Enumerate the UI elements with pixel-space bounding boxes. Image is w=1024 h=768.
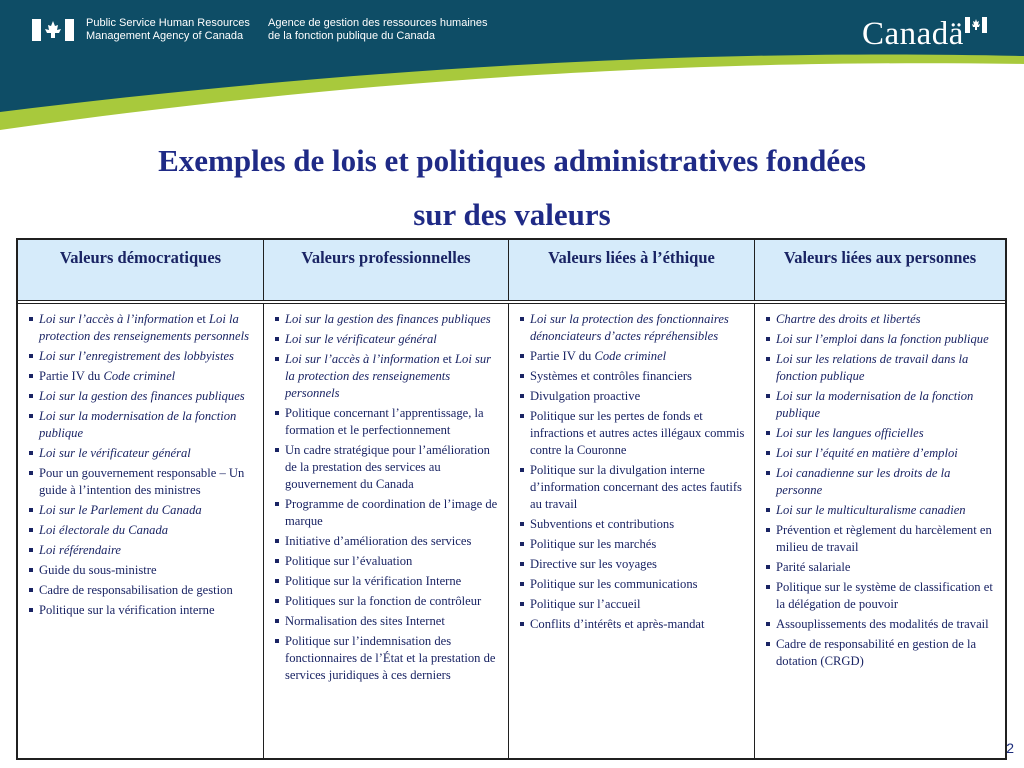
list-professional-values (274, 311, 502, 684)
department-name-french: Agence de gestion des ressources humaines de la fonction publique du Canada (268, 17, 488, 42)
slide-number: 2 (1006, 740, 1014, 756)
values-table (16, 238, 1007, 760)
wordmark-flag-icon (965, 17, 987, 33)
list-item: Loi sur l’accès à l’information et Loi sur la protection des renseignements personnels (274, 351, 502, 402)
list-people-values (765, 311, 999, 670)
list-item: Politiques sur la fonction de contrôleur (274, 593, 502, 610)
list-item: Loi sur le vérificateur général (274, 331, 502, 348)
list-item: Loi sur l’équité en matière d’emploi (765, 445, 999, 462)
list-item: Initiative d’amélioration des services (274, 533, 502, 550)
title-line-2: sur des valeurs (413, 197, 611, 232)
list-item: Chartre des droits et libertés (765, 311, 999, 328)
department-name-english: Public Service Human Resources Management Agency of Canada (86, 17, 250, 42)
list-item: Politique sur la vérification interne (28, 602, 257, 619)
table-body-row (18, 303, 1005, 758)
canada-flag-icon (32, 19, 74, 41)
list-item: Normalisation des sites Internet (274, 613, 502, 630)
title-line-1: Exemples de lois et politiques administratives fondées (158, 143, 866, 178)
header-democratic-values: Valeurs démocratiques (18, 240, 264, 300)
list-item: Loi sur le vérificateur général (28, 445, 257, 462)
header-people-values: Valeurs liées aux personnes (783, 248, 977, 267)
list-item: Politique sur l’évaluation (274, 553, 502, 570)
list-item: Politique concernant l’apprentissage, la formation et le perfectionnement (274, 405, 502, 439)
list-item: Loi sur la modernisation de la fonction publique (765, 388, 999, 422)
list-item: Guide du sous-ministre (28, 562, 257, 579)
column-ethical-values (509, 304, 755, 758)
header-professional-values: Valeurs professionnelles (264, 240, 509, 300)
page-title (0, 134, 1024, 242)
list-item: Loi sur le multiculturalisme canadien (765, 502, 999, 519)
list-item: Loi sur la modernisation de la fonction publique (28, 408, 257, 442)
list-item: Partie IV du Code criminel (519, 348, 748, 365)
list-item: Partie IV du Code criminel (28, 368, 257, 385)
list-item: Programme de coordination de l’image de marque (274, 496, 502, 530)
list-item: Politique sur les pertes de fonds et infractions et autres actes illégaux commis contre la Couronne (519, 408, 748, 459)
column-people-values (755, 304, 1005, 758)
list-item: Loi canadienne sur les droits de la personne (765, 465, 999, 499)
list-item: Politique sur les communications (519, 576, 748, 593)
list-item: Politique sur les marchés (519, 536, 748, 553)
list-democratic-values (28, 311, 257, 619)
list-item: Cadre de responsabilisation de gestion (28, 582, 257, 599)
table-header-row (18, 240, 1005, 301)
list-item: Directive sur les voyages (519, 556, 748, 573)
list-item: Loi électorale du Canada (28, 522, 257, 539)
list-item: Parité salariale (765, 559, 999, 576)
list-item: Loi sur la protection des fonctionnaires dénonciateurs d’actes répréhensibles (519, 311, 748, 345)
list-item: Prévention et règlement du harcèlement en milieu de travail (765, 522, 999, 556)
list-item: Systèmes et contrôles financiers (519, 368, 748, 385)
list-item: Loi sur l’accès à l’information et Loi la protection des renseignements personnels (28, 311, 257, 345)
list-item: Divulgation proactive (519, 388, 748, 405)
list-item: Politique sur l’accueil (519, 596, 748, 613)
list-ethical-values (519, 311, 748, 633)
list-item: Politique sur la divulgation interne d’information concernant des actes fautifs au travail (519, 462, 748, 513)
list-item: Politique sur le système de classification et la délégation de pouvoir (765, 579, 999, 613)
header-ethical-values: Valeurs liées à l’éthique (509, 240, 755, 300)
list-item: Loi sur le Parlement du Canada (28, 502, 257, 519)
list-item: Cadre de responsabilité en gestion de la dotation (CRGD) (765, 636, 999, 670)
list-item: Conflits d’intérêts et après-mandat (519, 616, 748, 633)
list-item: Subventions et contributions (519, 516, 748, 533)
list-item: Loi référendaire (28, 542, 257, 559)
list-item: Loi sur les langues officielles (765, 425, 999, 442)
list-item: Politique sur la vérification Interne (274, 573, 502, 590)
column-professional-values (264, 304, 509, 758)
list-item: Assouplissements des modalités de travail (765, 616, 999, 633)
list-item: Pour un gouvernement responsable – Un guide à l’intention des ministres (28, 465, 257, 499)
list-item: Loi sur l’emploi dans la fonction publique (765, 331, 999, 348)
list-item: Un cadre stratégique pour l’amélioration de la prestation des services au gouvernement du Canada (274, 442, 502, 493)
list-item: Politique sur l’indemnisation des fonctionnaires de l’État et la prestation de services juridiques à ces derniers (274, 633, 502, 684)
list-item: Loi sur la gestion des finances publiques (28, 388, 257, 405)
column-democratic-values (18, 304, 264, 758)
list-item: Loi sur l’enregistrement des lobbyistes (28, 348, 257, 365)
canada-wordmark: Canadä (862, 14, 964, 54)
list-item: Loi sur la gestion des finances publiques (274, 311, 502, 328)
list-item: Loi sur les relations de travail dans la fonction publique (765, 351, 999, 385)
